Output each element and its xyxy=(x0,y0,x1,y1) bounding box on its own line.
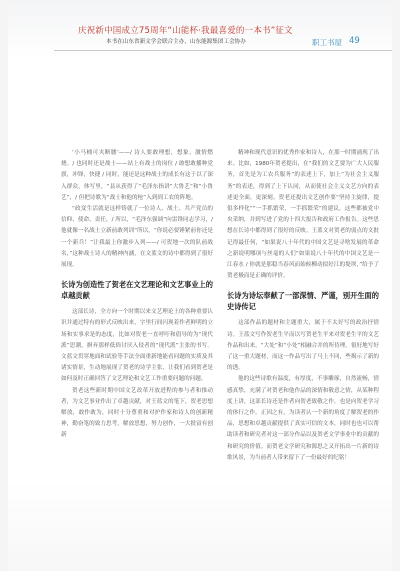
page-number: 49 xyxy=(349,36,360,46)
right-column xyxy=(227,148,379,464)
body-paragraph: 贺老这些新时期中国文艺改革开放进程的参与者和推动者，为文艺事业作出了卓越贡献，对王蓝文的笔下，贺老思想解放，敢作敢为，同时十分尊重和对护作家和诗人的创新精神，勤奋笔的致力思考，解放思想，努力创作，一大批富有创新 xyxy=(61,387,213,439)
body-paragraph: 这部长诗，全方向一个时期以来文艺理论上的各种重要认识并通过特有的形式反映出来，字里行间闪现着作者鲜明的立场和实事求是的态度，比如对贺老一直呼吁和倡导的为“现代派”思潮，摒弃那样低俗讨厌入侵者的“现代派”主张的书写。文蓝文贯穿地面和试验等手法全面重新地能看问题的实质及其诸实情景，生动地展现了贺老的诗学主张，让我们看到贺老是如何及时正确回答了文艺理论和文艺工作重要问题的问题。 xyxy=(61,309,213,383)
page-header xyxy=(8,0,392,58)
body-paragraph: 精神和现代意识的优秀作家和诗人，在那一时期涌现了出来。比如，1980年贺老提出，在“我们的文艺要为广大人民服务，首先是为工农兵服务”的表述上下，加上“为社会主义服务”的表述，得到了上下认同，从而使社会主义文艺方向的表述更全面，更深刻。贺老还提出文艺创作要“坚持主旋律，提倡多样化”“一手抓繁荣，一手抓繁荣”的建议，这些都被党中央采纳，并到写进了党的十四大报告和政府工作报告。这些思想在长诗中都得到了很好的反映。王蓝文对贺老的弱点的文批记得最任何，“如果说八十年代的中国文艺是寻啥发展的革命之新说明哪项与丝毫的人们“如果说八十年代的中国文艺是一江春水 / 你就是那稳当春风而始候柳动拟好江的堤坝，”给予了贺老极而是正确的评价。 xyxy=(227,150,379,280)
page-bottom-fade xyxy=(8,481,392,571)
magazine-page xyxy=(8,0,392,571)
body-paragraph: ‘小马桶可夹断腰’——/ 诗人要敢理想，想象，激情燃烧。/ 也同时还是战士——站上有战士的岗位 / 敢想敢播种党旗，冲锋，快捷 / 同时，能还是这种战士的成长有这于以了深入群众，体写里，“县从获得了“毛泽东指讲“大鲁艺”和“小鲁艺”，/ 但把诗歌为“战士和他的枪”入到到工农的阵地。 xyxy=(61,150,213,201)
left-column xyxy=(61,148,213,442)
body-paragraph: 他的这些诗歌有温度，有厚度，不事雕琢，自然流畅，情感真挚，充满了对贺老和他作品的深情和敬意之情，从某种程度上讲，这部长诗还是作者向贺老致敬之作，也是向贺老学习的体行之作。正因之有，为读者认一个新的角度了解贺老的作品，思想和卓越贡献提供了真实可信的文本，同时也也可以帮助读者和研究者对这一部分作品以及贺老文学事业中的贡献的和研究的价值。而贺老文学研究和源思之又开拓出一片新的诗歌风景，为当前者人带来留下了一份最好的纪铭！ xyxy=(227,376,379,461)
sponsor-line: 本书在山东省新文学会联合主办，山东能源集团工会协办 xyxy=(106,39,246,45)
column-label: 职工书屋 xyxy=(312,38,342,47)
section-heading: 长诗为创造性了贺老在文艺理论和文艺事业上的卓越贡献 xyxy=(61,280,213,301)
section-heading: 长诗为诗坛奉献了一部深情、严谨，别开生面的史诗传记 xyxy=(227,291,379,312)
body-paragraph: “政变生活就是这样铸就了一位诗人、战士、共产党员的信仰、使命、责任，/ 所以，“毛泽东强调”向雷锋同志学习，/ 他就像一名战士立新前敢列训“所以，“你说必要锤紧前你还是一个新兵！”让我最上你激步入列——/ 可贺地一次的队前战名，”这种战士诗人的精神内涵，在文蓝文的诗中都得到了很好展现。 xyxy=(61,206,213,269)
campaign-title: 庆祝新中国成立75周年“山能杯·我最喜爱的一本书”征文 xyxy=(78,26,293,36)
header-divider xyxy=(54,50,392,51)
body-paragraph: 这部作品的题材和主题重大，属于不太好写的政治抒情诗。王蓝文写作贺老生平而以写贺老生平来对贺老生平的文艺作品和出来，“大处”和“小处”相融合并的所侍理。很好地写好了这一重大题材，而这一作品写出了马上不同，些揭示了新的的透。 xyxy=(227,320,379,372)
